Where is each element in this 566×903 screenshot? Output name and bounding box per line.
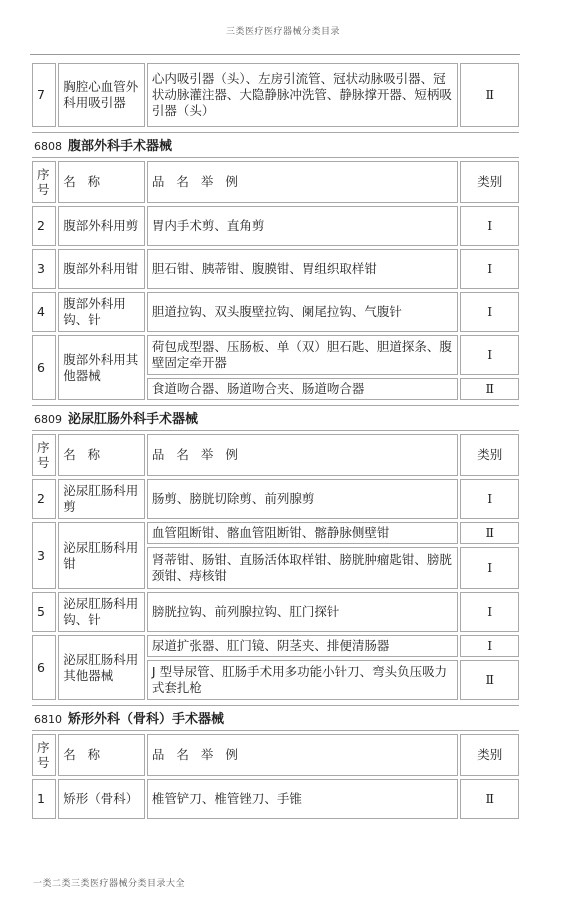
- row-class: Ⅰ: [460, 547, 519, 589]
- row-number: 3: [32, 522, 56, 589]
- catalog-document: [30, 60, 521, 822]
- column-header-examples: 品 名 举 例: [147, 434, 459, 476]
- section-code: 6810: [34, 713, 62, 726]
- table-row: [32, 522, 519, 544]
- row-examples: 血管阻断钳、髂血管阻断钳、髂静脉侧壁钳: [147, 522, 459, 544]
- column-header-number: 序号: [32, 434, 56, 476]
- section-title: 矫形外科（骨科）手术器械: [68, 712, 225, 727]
- table-row: [32, 592, 519, 632]
- row-examples: 胆道拉钩、双头腹壁拉钩、阑尾拉钩、气腹针: [147, 292, 459, 332]
- table-row: [32, 335, 519, 375]
- table-row: [32, 779, 519, 819]
- row-number: 2: [32, 206, 56, 246]
- column-header-number: 序号: [32, 161, 56, 203]
- row-number: 4: [32, 292, 56, 332]
- row-name: 泌尿肛肠科用其他器械: [58, 635, 145, 700]
- row-class: Ⅰ: [460, 592, 519, 632]
- row-class: Ⅰ: [460, 292, 519, 332]
- row-class: Ⅰ: [460, 206, 519, 246]
- section-heading: [32, 705, 519, 731]
- column-header-examples: 品 名 举 例: [147, 734, 459, 776]
- section-table: [30, 158, 521, 403]
- row-name: 腹部外科用钩、针: [58, 292, 145, 332]
- column-header-name: 名 称: [58, 161, 145, 203]
- row-class: Ⅱ: [460, 63, 519, 127]
- row-examples: 荷包成型器、压肠板、单（双）胆石匙、胆道探条、腹壁固定牵开器: [147, 335, 459, 375]
- section-code: 6809: [34, 413, 62, 426]
- row-examples: J 型导尿管、肛肠手术用多功能小针刀、弯头负压吸力式套扎枪: [147, 660, 459, 700]
- page-header: 三类医疗医疗器械分类目录: [225, 27, 340, 37]
- row-number: 5: [32, 592, 56, 632]
- row-number: 1: [32, 779, 56, 819]
- row-examples: 膀胱拉钩、前列腺拉钩、肛门探针: [147, 592, 459, 632]
- row-class: Ⅱ: [460, 660, 519, 700]
- row-number: 7: [32, 63, 56, 127]
- section-heading: [32, 132, 519, 158]
- row-examples: 胃内手术剪、直角剪: [147, 206, 459, 246]
- row-examples: 尿道扩张器、肛门镜、阴茎夹、排便清肠器: [147, 635, 459, 657]
- row-class: Ⅰ: [460, 635, 519, 657]
- column-header-class: 类别: [460, 734, 519, 776]
- row-name: 泌尿肛肠科用剪: [58, 479, 145, 519]
- row-examples: 肠剪、膀胱切除剪、前列腺剪: [147, 479, 459, 519]
- row-number: 3: [32, 249, 56, 289]
- table-header-row: [32, 734, 519, 776]
- row-examples: 椎管铲刀、椎管锉刀、手锥: [147, 779, 459, 819]
- row-class: Ⅱ: [460, 522, 519, 544]
- row-class: Ⅰ: [460, 249, 519, 289]
- column-header-class: 类别: [460, 434, 519, 476]
- table-row: [32, 479, 519, 519]
- row-examples: 胆石钳、胰蒂钳、腹膜钳、胃组织取样钳: [147, 249, 459, 289]
- top-continuation-table: [30, 60, 521, 130]
- row-name: 矫形（骨科）: [58, 779, 145, 819]
- column-header-name: 名 称: [58, 434, 145, 476]
- section-code: 6808: [34, 140, 62, 153]
- table-header-row: [32, 434, 519, 476]
- section-title: 腹部外科手术器械: [68, 139, 173, 154]
- table-row: [32, 635, 519, 657]
- page-footer: 一类二类三类医疗器械分类目录大全: [33, 879, 186, 889]
- row-name: 胸腔心血管外科用吸引器: [58, 63, 145, 127]
- row-examples: 食道吻合器、肠道吻合夹、肠道吻合器: [147, 378, 459, 400]
- row-number: 6: [32, 335, 56, 400]
- sections-container: [30, 132, 521, 822]
- row-examples: 心内吸引器（头）、左房引流管、冠状动脉吸引器、冠状动脉灌注器、大隐静脉冲洗管、静脉撑开器、短柄吸引器（头）: [147, 63, 459, 127]
- section-heading: [32, 405, 519, 431]
- header-divider: [30, 54, 520, 55]
- section-title: 泌尿肛肠外科手术器械: [68, 412, 199, 427]
- table-row: [32, 292, 519, 332]
- row-class: Ⅰ: [460, 479, 519, 519]
- row-number: 6: [32, 635, 56, 700]
- column-header-class: 类别: [460, 161, 519, 203]
- table-row: [32, 249, 519, 289]
- row-name: 腹部外科用其他器械: [58, 335, 145, 400]
- column-header-examples: 品 名 举 例: [147, 161, 459, 203]
- section-table: [30, 731, 521, 822]
- row-class: Ⅰ: [460, 335, 519, 375]
- row-class: Ⅱ: [460, 378, 519, 400]
- row-name: 腹部外科用剪: [58, 206, 145, 246]
- row-number: 2: [32, 479, 56, 519]
- row-name: 腹部外科用钳: [58, 249, 145, 289]
- table-header-row: [32, 161, 519, 203]
- row-name: 泌尿肛肠科用钳: [58, 522, 145, 589]
- column-header-number: 序号: [32, 734, 56, 776]
- row-class: Ⅱ: [460, 779, 519, 819]
- column-header-name: 名 称: [58, 734, 145, 776]
- row-examples: 肾蒂钳、肠钳、直肠活体取样钳、膀胱肿瘤匙钳、膀胱颈钳、痔核钳: [147, 547, 459, 589]
- row-name: 泌尿肛肠科用钩、针: [58, 592, 145, 632]
- table-row: [32, 63, 519, 127]
- table-row: [32, 206, 519, 246]
- section-table: [30, 431, 521, 703]
